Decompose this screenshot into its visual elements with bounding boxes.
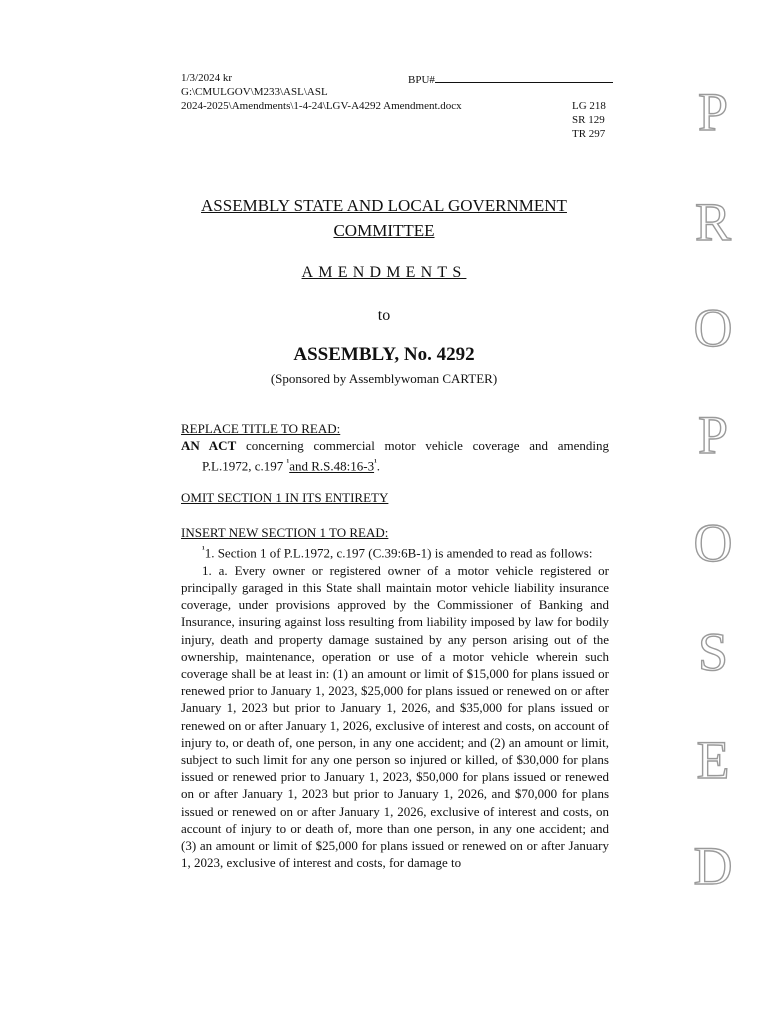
insert-intro-text: 1. Section 1 of P.L.1972, c.197 (C.39:6B-1) is amended to read as follows: [204,545,593,561]
insert-section-heading: INSERT NEW SECTION 1 TO READ: [181,525,389,540]
act-title [181,437,609,475]
file-path-line-1: G:\CMULGOV\M233\ASL\ASL [181,86,328,98]
act-title-text: concerning commercial motor vehicle coverage and amending P.L.1972, c.197 [202,438,609,474]
code-sr: SR 129 [572,114,605,126]
act-title-added-text: and R.S.48:16-3 [289,458,375,474]
to-word: to [377,307,391,324]
watermark-letter-p: P [697,82,729,142]
insert-section-intro [181,541,609,562]
committee-title-line-1: ASSEMBLY STATE AND LOCAL GOVERNMENT [201,196,567,215]
watermark-letter-e: E [696,730,730,790]
amendment-marker-close: ¹ [374,457,377,468]
code-tr: TR 297 [572,128,606,140]
watermark-letter-s: S [697,622,729,682]
watermark-letter-p-2: P [697,405,729,465]
file-path-line-2: 2024-2025\Amendments\1-4-24\LGV-A4292 Amendment.docx [181,100,462,112]
omit-section-heading: OMIT SECTION 1 IN ITS ENTIRETY [181,490,389,505]
act-label: AN ACT [181,438,237,454]
insert-marker: ¹ [202,544,205,555]
amendment-marker-open: ¹ [286,457,290,468]
bpu-blank-line [435,72,613,83]
insert-section [181,524,609,871]
watermark-letter-r: R [694,192,732,252]
bill-number: ASSEMBLY, No. 4292 [293,344,475,365]
section-1a-paragraph: 1. a. Every owner or registered owner of a motor vehicle registered or principally garaged in this State shall maintain motor vehicle liability insurance coverage, under provisions approved by the Commissioner of Banking and Insurance, insuring against loss resulting from liability imposed by law for bodily injury, death and property damage sustained by any person arising out of the ownership, maintenance, operation or use of a motor vehicle wherein such coverage shall be at least in: (1) an amount or limit of $15,000 for plans issued or renewed prior to January 1, 2023, $25,000 for plans issued or renewed on or after January 1, 2023 but prior to January 1, 2026, and $35,000 for plans issued or renewed on or after January 1, 2026, exclusive of interest and costs, on account of injury to, or death of, one person, in any one accident; and (2) an amount or limit, subject to such limit for any one person so injured or killed, of $30,000 for plans issued or renewed prior to January 1, 2023, $50,000 for plans issued or renewed on or after January 1, 2023 but prior to January 1, 2026, and $70,000 for plans issued or renewed on or after January 1, 2026, exclusive of interest and costs, on account of injury to or death of, more than one person, in any one accident; and (3) an amount or limit of $25,000 for plans issued or renewed on or after January 1, 2023, exclusive of interest and costs, for damage to [181,562,609,871]
watermark-letter-d: D [693,836,733,896]
sponsor-line: (Sponsored by Assemblywoman CARTER) [270,371,498,386]
committee-title [150,193,618,243]
replace-title-section [181,420,609,475]
amendments-heading: AMENDMENTS [301,264,467,281]
act-title-period: . [376,458,381,474]
watermark-letter-o-2: O [693,513,733,573]
bpu-field [408,72,613,87]
date-line: 1/3/2024 kr [181,72,233,84]
replace-title-heading: REPLACE TITLE TO READ: [181,421,341,436]
committee-title-line-2: COMMITTEE [333,221,435,240]
code-lg: LG 218 [572,100,606,112]
watermark-letter-o: O [693,298,733,358]
bpu-label: BPU# [408,74,435,86]
